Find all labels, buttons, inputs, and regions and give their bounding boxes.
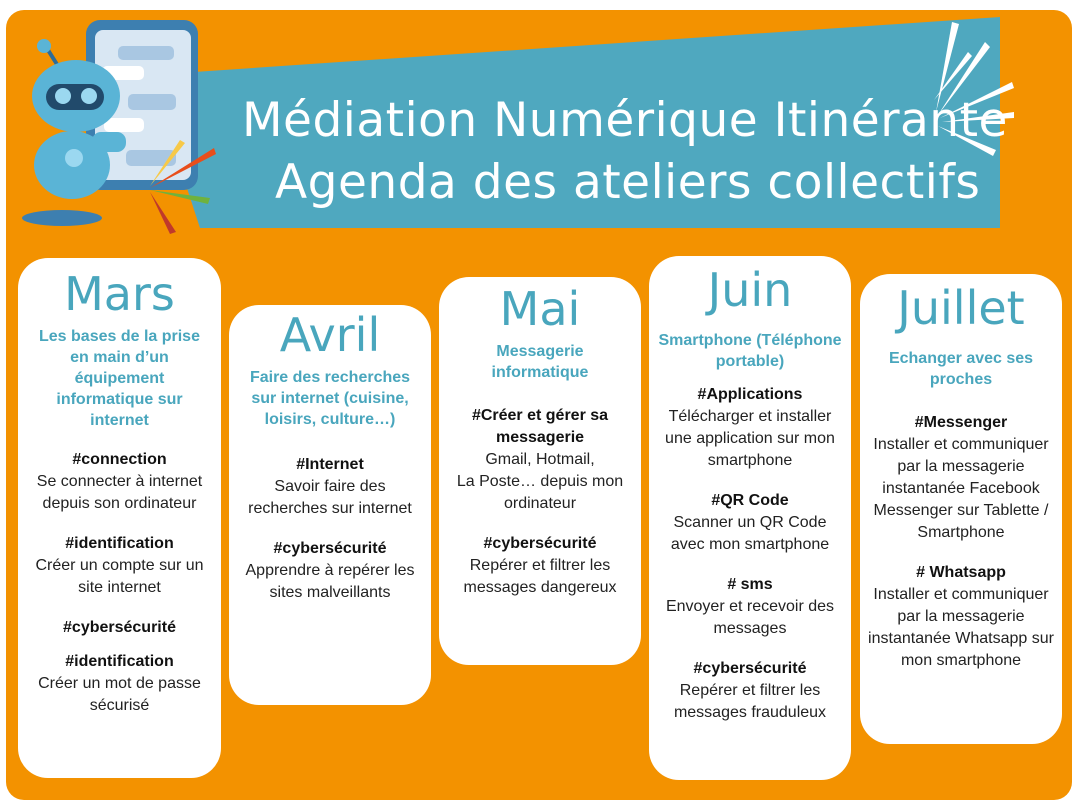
workshop-description: Installer et communiquer par la messagerie instantanée Facebook Messenger sur Tablette / Smartphone [873,436,1049,541]
workshop-tag: #identification [65,535,174,552]
month-title: Juillet [897,281,1025,335]
workshop-description: Apprendre à repérer les sites malveillants [245,562,415,601]
workshop-item [28,651,211,717]
workshop-item [28,533,211,599]
workshop-item [237,454,423,520]
workshop-description: Installer et communiquer par la messagerie instantanée Whatsapp sur mon smartphone [868,586,1054,669]
workshop-item [866,412,1056,544]
workshop-tag: #connection [72,451,167,468]
workshop-item [866,562,1056,672]
workshop-description: Se connecter à internet depuis son ordinateur [36,473,203,512]
workshop-description: Gmail, Hotmail, La Poste… depuis mon ordinateur [456,451,624,512]
workshop-tag: #Messenger [914,414,1008,431]
card-subtitle: Messagerie informatique [491,343,589,381]
month-title: Juin [707,263,793,317]
page-title-line-2: Agenda des ateliers collectifs [275,155,981,210]
workshop-tag: #QR Code [711,492,789,509]
month-card-juillet [860,274,1062,744]
card-subtitle: Echanger avec ses proches [888,350,1034,388]
workshop-item [447,405,633,515]
workshop-item [447,533,633,599]
workshop-tag: #Créer et gérer sa messagerie [471,407,609,446]
card-subtitle: Smartphone (Téléphone portable) [658,332,842,370]
workshop-tag: #cybersécurité [273,540,387,557]
workshop-item [28,617,211,639]
workshop-item [655,384,845,472]
workshop-tag: # sms [727,576,773,593]
workshop-description: Télécharger et installer une application sur mon smartphone [665,408,835,469]
month-card-mai [439,277,641,665]
workshop-description: Envoyer et recevoir des messages [665,598,835,637]
workshop-description: Repérer et filtrer les messages dangereux [463,557,617,596]
workshop-tag: #cybersécurité [63,619,176,636]
month-card-juin [649,256,851,780]
workshop-item [237,538,423,604]
card-subtitle: Faire des recherches sur internet (cuisine, loisirs, culture…) [249,369,411,428]
workshop-description: Repérer et filtrer les messages frauduleux [673,682,827,721]
workshop-tag: #Internet [296,456,364,473]
month-card-avril [229,305,431,705]
workshop-item [655,574,845,640]
workshop-tag: #identification [65,653,174,670]
workshop-item [28,449,211,515]
month-card-mars [18,258,221,778]
workshop-description: Créer un compte sur un site internet [35,557,204,596]
month-title: Mai [499,282,581,336]
card-subtitle: Les bases de la prise en main d’un équipement informatique sur internet [39,328,200,429]
month-title: Mars [64,267,175,321]
workshop-item [655,490,845,556]
workshop-tag: # Whatsapp [916,564,1006,581]
workshop-tag: #cybersécurité [483,535,597,552]
month-title: Avril [279,308,381,362]
workshop-item [655,658,845,724]
workshop-description: Savoir faire des recherches sur internet [248,478,412,517]
page-title-line-1: Médiation Numérique Itinérante [242,93,1008,148]
workshop-description: Scanner un QR Code avec mon smartphone [670,514,830,553]
workshop-tag: #cybersécurité [693,660,807,677]
workshop-description: Créer un mot de passe sécurisé [38,675,201,714]
workshop-tag: #Applications [697,386,803,403]
